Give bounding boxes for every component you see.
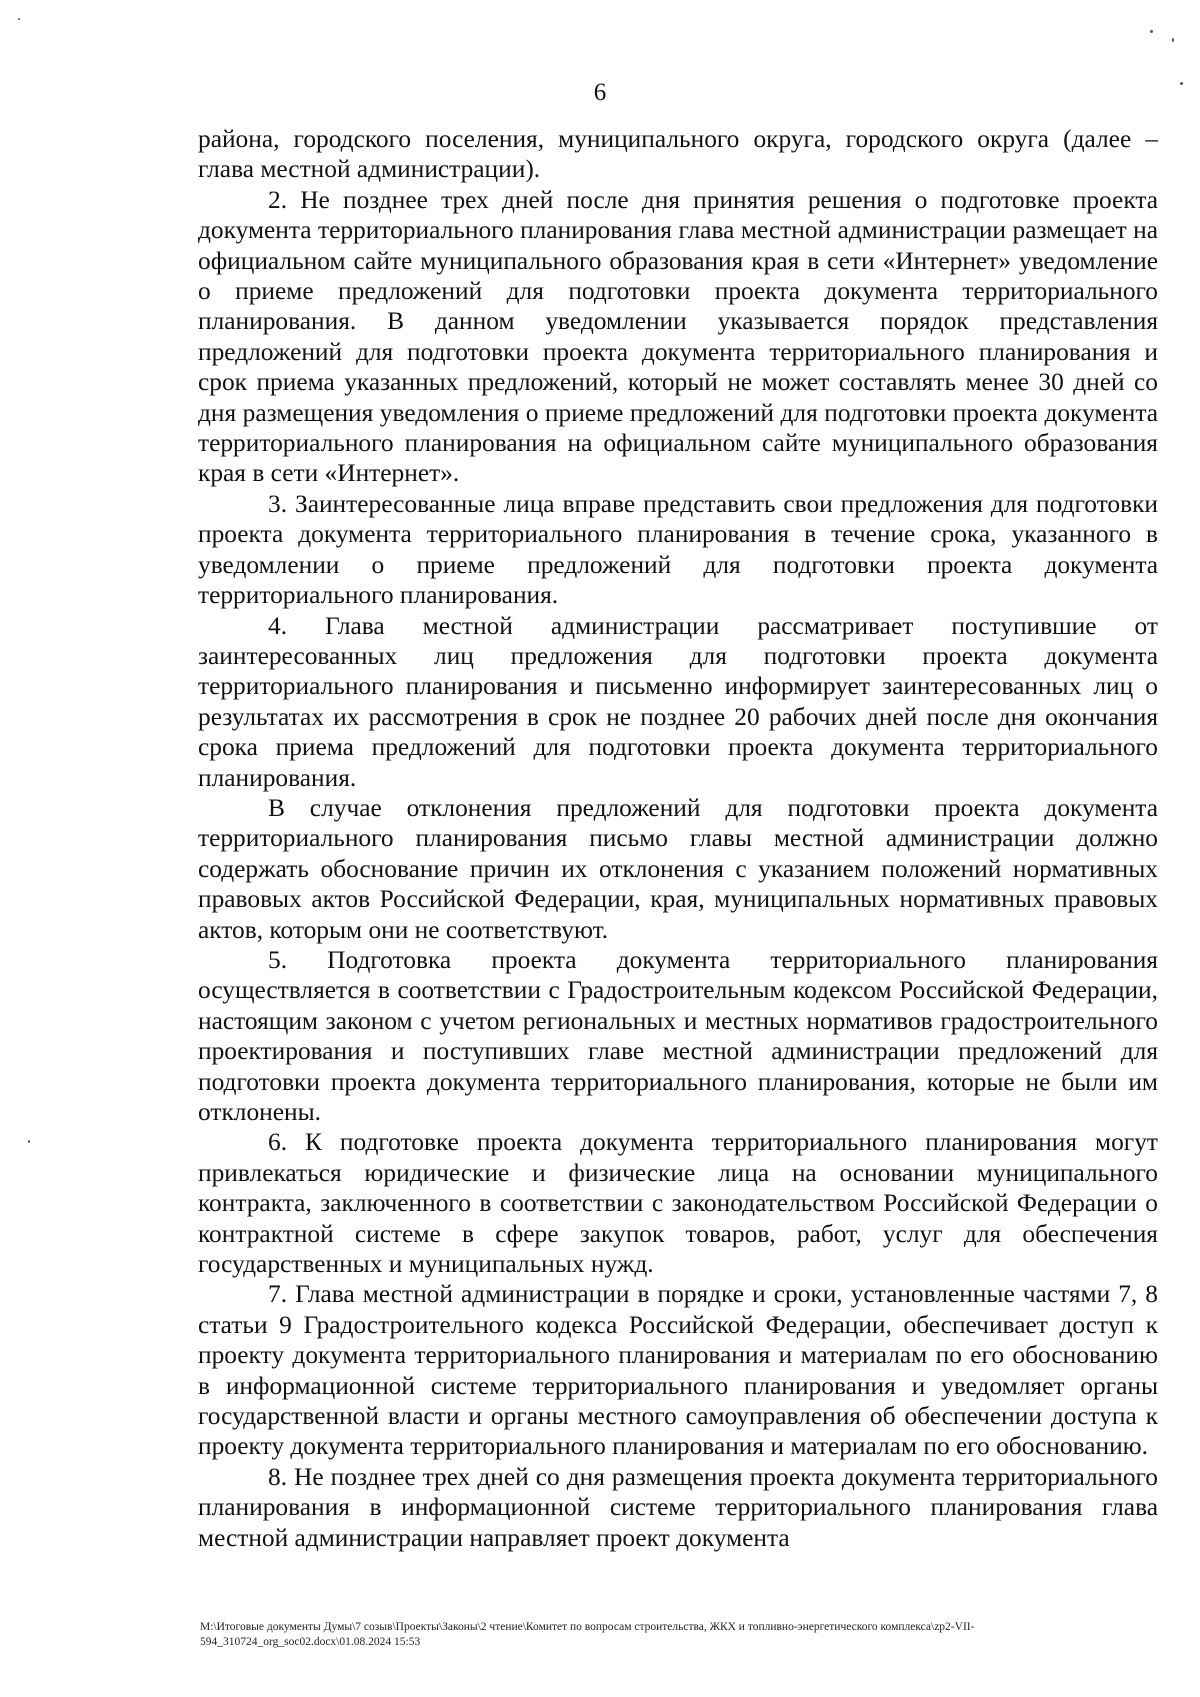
scan-speck (28, 1140, 30, 1143)
paragraph-item-4: 4. Глава местной администрации рассматривает поступившие от заинтересованных лиц предложения для подготовки проекта документа территориального планирования и письменно информирует заинтересованных лиц о результатах их рассмотрения в срок не позднее 20 рабочих дней после дня окончания срока приема предложений для подготовки проекта документа территориального планирования. (198, 611, 1158, 792)
paragraph-item-5: 5. Подготовка проекта документа территориального планирования осуществляется в соответствии с Градостроительным кодексом Российской Федерации, настоящим законом с учетом региональных и местных нормативов градостроительного проектирования и поступивших главе местной администрации предложений для подготовки проекта документа территориального планирования, которые не были им отклонены. (198, 945, 1158, 1126)
paragraph-item-6: 6. К подготовке проекта документа территориального планирования могут привлекаться юридические и физические лица на основании муниципального контракта, заключенного в соответствии с законодательством Российской Федерации о контрактной системе в сфере закупок товаров, работ, услуг для обеспечения государственных и муниципальных нужд. (198, 1128, 1158, 1279)
document-body (198, 124, 1158, 1553)
scan-speck (1172, 38, 1174, 42)
page-number: 6 (593, 79, 607, 106)
paragraph-item-8: 8. Не позднее трех дней со дня размещения проекта документа территориального планирования в информационной системе территориального планирования глава местной администрации направляет проект документа (198, 1462, 1158, 1552)
scan-speck (1150, 30, 1153, 33)
scan-speck (18, 18, 20, 20)
paragraph-item-2: 2. Не позднее трех дней после дня принятия решения о подготовке проекта документа территориального планирования глава местной администрации размещает на официальном сайте муниципального образования края в сети «Интернет» уведомление о приеме предложений для подготовки проекта документа территориального планирования. В данном уведомлении указывается порядок представления предложений для подготовки проекта документа территориального планирования и срок приема указанных предложений, который не может составлять менее 30 дней со дня размещения уведомления о приеме предложений для подготовки проекта документа территориального планирования на официальном сайте муниципального образования края в сети «Интернет». (198, 185, 1158, 488)
paragraph-continuation: района, городского поселения, муниципального округа, городского округа (далее – глава местной администрации). (198, 125, 1158, 184)
paragraph-item-7: 7. Глава местной администрации в порядке и сроки, установленные частями 7, 8 статьи 9 Градостроительного кодекса Российской Федерации, обеспечивает доступ к проекту документа территориального планирования и материалам по его обоснованию в информационной системе территориального планирования и уведомляет органы государственной власти и органы местного самоуправления об обеспечении доступа к проекту документа территориального планирования и материалам по его обоснованию. (198, 1280, 1158, 1461)
paragraph-item-3: 3. Заинтересованные лица вправе представить свои предложения для подготовки проекта документа территориального планирования в течение срока, указанного в уведомлении о приеме предложений для подготовки проекта документа территориального планирования. (198, 489, 1158, 610)
footer-file-path: M:\Итоговые документы Думы\7 созыв\Проекты\Законы\2 чтение\Комитет по вопросам строительства, ЖКХ и топливно-энергетического комплекса\zp2-VII-594_310724_org_soc02.docx\01.08.2024 15:53 (200, 1621, 975, 1648)
paragraph-rejection: В случае отклонения предложений для подготовки проекта документа территориального планирования письмо главы местной администрации должно содержать обоснование причин их отклонения с указанием положений нормативных правовых актов Российской Федерации, края, муниципальных нормативных правовых актов, которым они не соответствуют. (198, 793, 1158, 944)
scan-speck (1180, 82, 1183, 85)
